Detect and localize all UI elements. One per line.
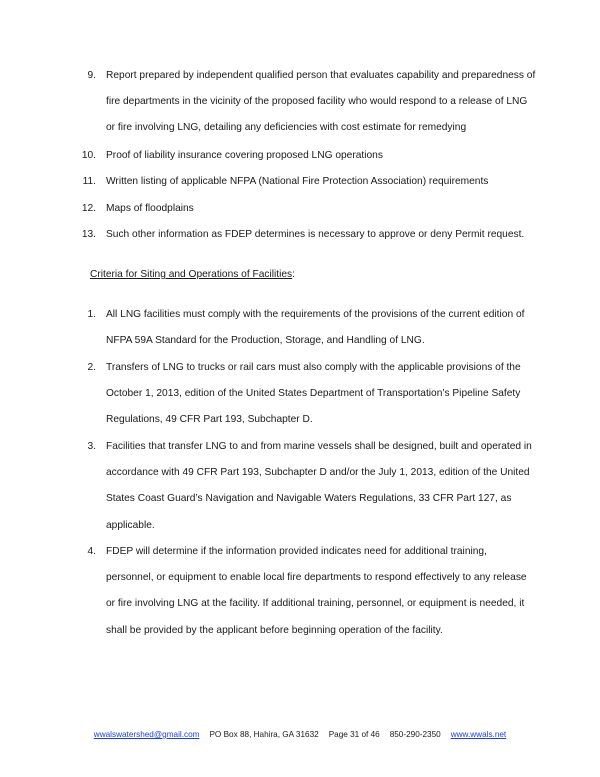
footer-page-number: Page 31 of 46 bbox=[328, 730, 380, 739]
footer-website-link[interactable]: www.wwals.net bbox=[450, 730, 507, 739]
section-heading-text: Criteria for Siting and Operations of Facilities bbox=[90, 269, 293, 280]
list-text bbox=[106, 143, 546, 169]
footer-phone: 850-290-2350 bbox=[389, 730, 441, 739]
list-text bbox=[106, 196, 546, 222]
list-text bbox=[106, 539, 546, 644]
list-line: fire departments in the vicinity of the proposed facility who would respond to a release of LNG bbox=[106, 96, 528, 108]
section-heading bbox=[90, 265, 295, 285]
list-number: 13. bbox=[81, 229, 96, 240]
list-line: Such other information as FDEP determines is necessary to approve or deny Permit request. bbox=[106, 229, 525, 240]
list-line: Regulations, 49 CFR Part 193, Subchapter D. bbox=[106, 414, 313, 426]
footer-email-link[interactable]: wwalswatershed@gmail.com bbox=[93, 730, 200, 739]
list-line: FDEP will determine if the information provided indicates need for additional training, bbox=[106, 546, 487, 557]
list-number: 9. bbox=[87, 70, 96, 81]
list-line: or fire involving LNG, detailing any deficiencies with cost estimate for remedying bbox=[106, 122, 467, 134]
list-text bbox=[106, 355, 546, 434]
list-line: Report prepared by independent qualified person that evaluates capability and preparedness of bbox=[106, 70, 536, 81]
footer-address: PO Box 88, Hahira, GA 31632 bbox=[209, 730, 319, 739]
list-text bbox=[106, 169, 546, 195]
section-heading-suffix: : bbox=[292, 269, 295, 280]
list-line: Maps of floodplains bbox=[106, 203, 194, 214]
list-line: applicable. bbox=[106, 519, 155, 531]
list-text bbox=[106, 302, 546, 354]
list-text bbox=[106, 63, 546, 142]
list-line: All LNG facilities must comply with the requirements of the provisions of the current edition of bbox=[106, 309, 525, 320]
list-number: 11. bbox=[82, 176, 96, 187]
list-line: October 1, 2013, edition of the United States Department of Transportation’s Pipeline Safety bbox=[106, 388, 521, 400]
list-text bbox=[106, 222, 546, 248]
list-line: Written listing of applicable NFPA (National Fire Protection Association) requirements bbox=[106, 176, 489, 187]
list-number: 3. bbox=[87, 441, 96, 452]
list-line: personnel, or equipment to enable local fire departments to respond effectively to any release bbox=[106, 572, 527, 584]
list-number: 12. bbox=[81, 203, 96, 214]
list-line: Transfers of LNG to trucks or rail cars must also comply with the applicable provisions of the bbox=[106, 362, 521, 373]
list-line: shall be provided by the applicant before beginning operation of the facility. bbox=[106, 624, 443, 636]
list-line: NFPA 59A Standard for the Production, Storage, and Handling of LNG. bbox=[106, 335, 425, 347]
list-number: 4. bbox=[87, 546, 96, 557]
list-number: 2. bbox=[87, 362, 96, 373]
list-text bbox=[106, 434, 546, 539]
list-line: accordance with 49 CFR Part 193, Subchapter D and/or the July 1, 2013, edition of the United bbox=[106, 467, 530, 479]
list-number: 1. bbox=[87, 309, 96, 320]
list-line: Facilities that transfer LNG to and from marine vessels shall be designed, built and operated in bbox=[106, 441, 532, 452]
list-line: States Coast Guard’s Navigation and Navigable Waters Regulations, 33 CFR Part 127, as bbox=[106, 493, 512, 505]
list-line: Proof of liability insurance covering proposed LNG operations bbox=[106, 150, 383, 161]
list-number: 10. bbox=[81, 150, 96, 161]
page-footer bbox=[0, 729, 600, 741]
list-line: or fire involving LNG at the facility. If additional training, personnel, or equipment is needed, it bbox=[106, 598, 525, 610]
